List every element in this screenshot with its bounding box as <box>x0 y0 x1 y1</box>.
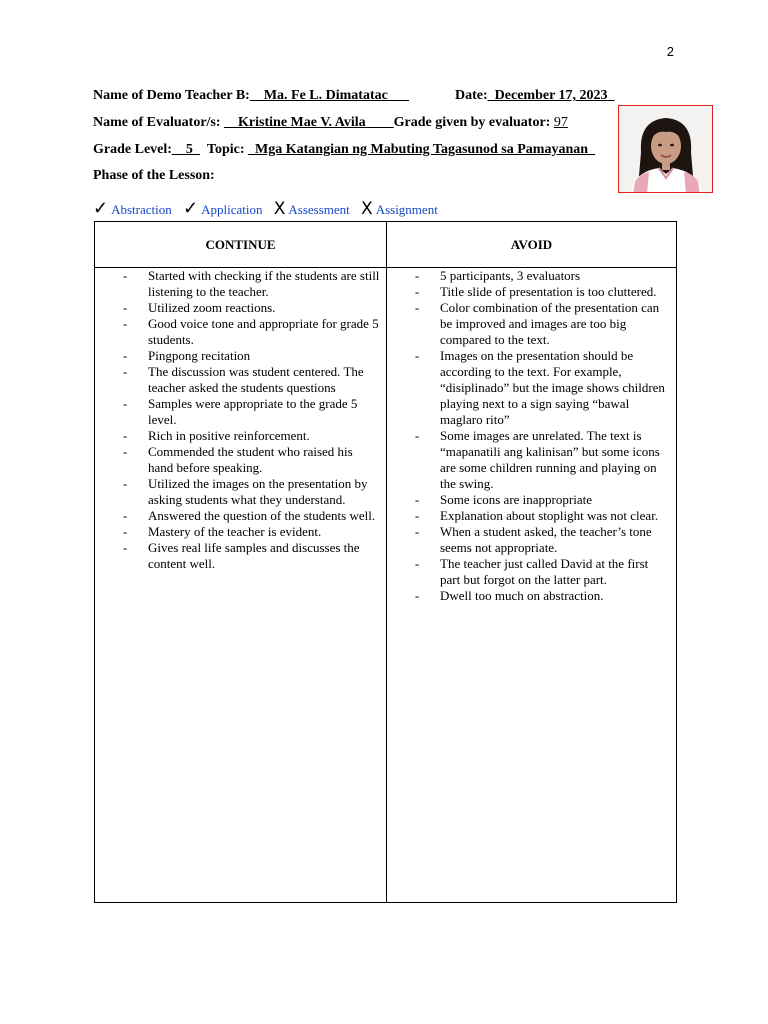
check-icon: ✓ <box>93 198 109 218</box>
table-row <box>95 268 677 903</box>
list-item: - Utilized the images on the presentation by asking students what they understand. <box>123 476 380 508</box>
list-item: - Color combination of the presentation can be improved and images are too big compared to the text. <box>415 300 670 348</box>
grade-given-label: Grade given by evaluator: <box>393 115 551 130</box>
x-mark-icon: X <box>273 199 286 219</box>
x-mark-icon: X <box>361 199 373 219</box>
check-icon: ✓ <box>183 198 199 218</box>
teacher-label: Name of Demo Teacher B: <box>93 88 250 103</box>
phase-assignment <box>361 199 446 219</box>
list-item: - Gives real life samples and discusses the content well. <box>123 540 380 572</box>
date-value: _December 17, 2023_ <box>487 88 615 103</box>
list-item: - Samples were appropriate to the grade 5 level. <box>123 396 380 428</box>
list-item: - Explanation about stoplight was not clear. <box>415 508 670 524</box>
list-item: - Commended the student who raised his hand before speaking. <box>123 444 380 476</box>
list-item: - When a student asked, the teacher’s tone seems not appropriate. <box>415 524 670 556</box>
list-item: - The teacher just called David at the first part but forgot on the latter part. <box>415 556 670 588</box>
phase-abstraction-label: Abstraction <box>111 202 172 217</box>
topic-label: Topic: <box>206 142 245 157</box>
list-item: - Utilized zoom reactions. <box>123 300 380 316</box>
list-item: - Rich in positive reinforcement. <box>123 428 380 444</box>
evaluation-table <box>94 221 677 903</box>
grade-given-value: 97 <box>553 115 568 130</box>
list-item: - Started with checking if the students are still listening to the teacher. <box>123 268 380 300</box>
list-item: - Some images are unrelated. The text is “mapanatili ang kalinisan” but some icons are some children running and playing on the swing. <box>415 428 670 492</box>
evaluator-line <box>93 115 568 131</box>
phase-assignment-label: Assignment <box>375 202 438 217</box>
teacher-photo <box>618 105 713 193</box>
topic-value: _Mga Katangian ng Mabuting Tagasunod sa Pamayanan_ <box>248 142 596 157</box>
phase-assessment-label: Assessment <box>288 202 350 217</box>
teacher-line <box>93 88 409 104</box>
table-header-row <box>95 222 677 268</box>
continue-header: CONTINUE <box>95 222 387 268</box>
grade-level-label: Grade Level: <box>93 142 172 157</box>
avoid-header: AVOID <box>387 222 677 268</box>
grade-topic-line <box>93 142 595 158</box>
evaluator-value: __Kristine Mae V. Avila____ <box>224 115 394 130</box>
list-item: - The discussion was student centered. The teacher asked the students questions <box>123 364 380 396</box>
avoid-list <box>387 268 676 604</box>
list-item: - Good voice tone and appropriate for grade 5 students. <box>123 316 380 348</box>
phase-application <box>183 198 270 218</box>
date-label: Date: <box>455 88 488 103</box>
list-item: - Title slide of presentation is too cluttered. <box>415 284 670 300</box>
list-item: - Mastery of the teacher is evident. <box>123 524 380 540</box>
phase-abstraction <box>93 198 180 218</box>
list-item: - Answered the question of the students well. <box>123 508 380 524</box>
avoid-cell <box>387 268 677 903</box>
portrait-image <box>619 106 713 193</box>
page-number: 2 <box>666 44 674 59</box>
phase-assessment <box>273 199 358 219</box>
continue-cell <box>95 268 387 903</box>
date-line <box>455 88 615 104</box>
evaluator-label: Name of Evaluator/s: <box>93 115 221 130</box>
list-item: - 5 participants, 3 evaluators <box>415 268 670 284</box>
phase-application-label: Application <box>201 202 263 217</box>
phase-checklist <box>93 198 446 219</box>
list-item: - Images on the presentation should be according to the text. For example, “disiplinado” but the image shows children playing next to a sign saying “bawal maglaro rito” <box>415 348 670 428</box>
list-item: - Dwell too much on abstraction. <box>415 588 670 604</box>
teacher-value: __Ma. Fe L. Dimatatac___ <box>249 88 409 103</box>
phase-label: Phase of the Lesson: <box>93 168 215 183</box>
list-item: - Pingpong recitation <box>123 348 380 364</box>
grade-level-value: __5_ <box>171 142 200 157</box>
continue-list <box>95 268 386 572</box>
list-item: - Some icons are inappropriate <box>415 492 670 508</box>
